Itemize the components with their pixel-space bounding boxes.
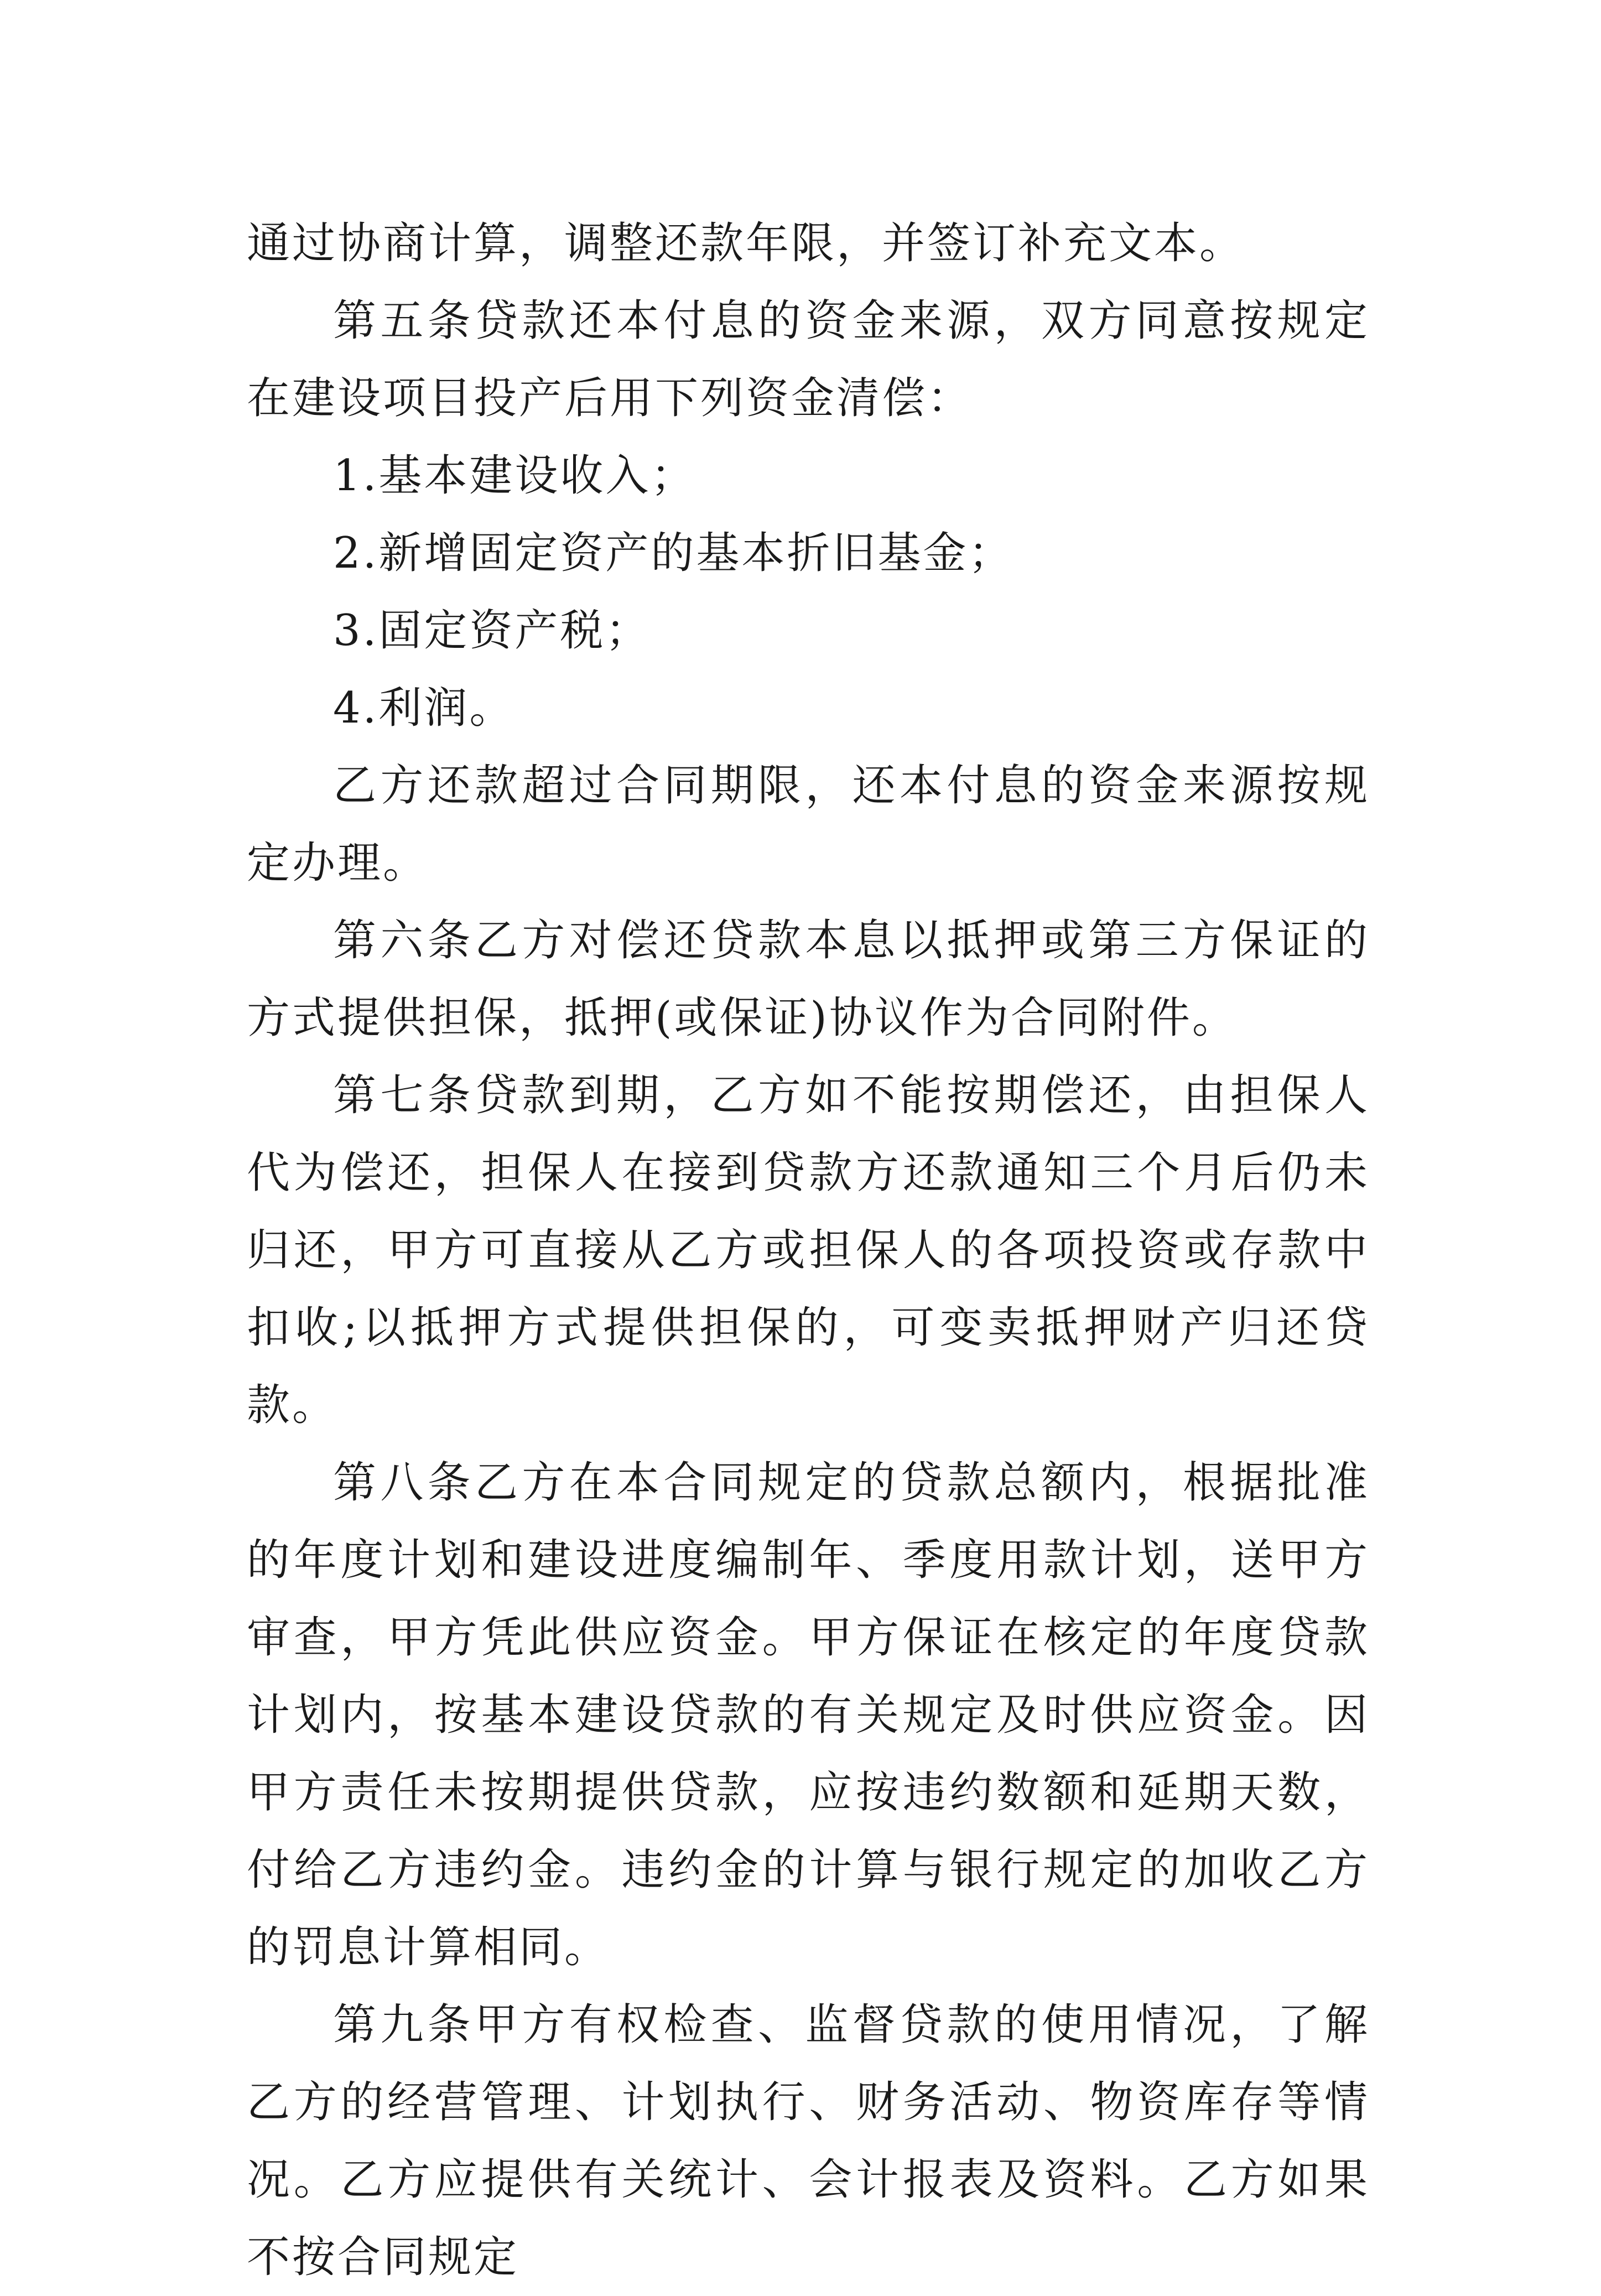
paragraph-article-7: 第七条贷款到期，乙方如不能按期偿还，由担保人代为偿还，担保人在接到贷款方还款通知三个月后仍未归还，甲方可直接从乙方或担保人的各项投资或存款中扣收;以抵押方式提供担保的，可变卖抵押财产归还贷款。 — [247, 1071, 1370, 1430]
paragraph-overdue-repayment: 乙方还款超过合同期限，还本付息的资金来源按规定办理。 — [247, 761, 1370, 888]
paragraph-article-5: 第五条贷款还本付息的资金来源，双方同意按规定在建设项目投产后用下列资金清偿： — [247, 296, 1370, 423]
list-item-3: 3.固定资产税； — [333, 606, 651, 656]
contract-text-body — [247, 205, 1370, 2296]
paragraph-continuation: 通过协商计算，调整还款年限，并签订补充文本。 — [247, 219, 1245, 268]
paragraph-article-6: 第六条乙方对偿还贷款本息以抵押或第三方保证的方式提供担保，抵押(或保证)协议作为合同附件。 — [247, 916, 1370, 1043]
paragraph-article-8: 第八条乙方在本合同规定的贷款总额内，根据批准的年度计划和建设进度编制年、季度用款计划，送甲方审查，甲方凭此供应资金。甲方保证在核定的年度贷款计划内，按基本建设贷款的有关规定及时供应资金。因甲方责任未按期提供贷款，应按违约数额和延期天数，付给乙方违约金。违约金的计算与银行规定的加收乙方的罚息计算相同。 — [247, 1458, 1370, 1972]
list-item-4: 4.利润。 — [333, 683, 515, 733]
list-item-1: 1.基本建设收入； — [333, 451, 696, 501]
list-item-2: 2.新增固定资产的基本折旧基金； — [333, 528, 1014, 578]
paragraph-article-9: 第九条甲方有权检查、监督贷款的使用情况，了解乙方的经营管理、计划执行、财务活动、物资库存等情况。乙方应提供有关统计、会计报表及资料。乙方如果不按合同规定 — [247, 2000, 1370, 2282]
